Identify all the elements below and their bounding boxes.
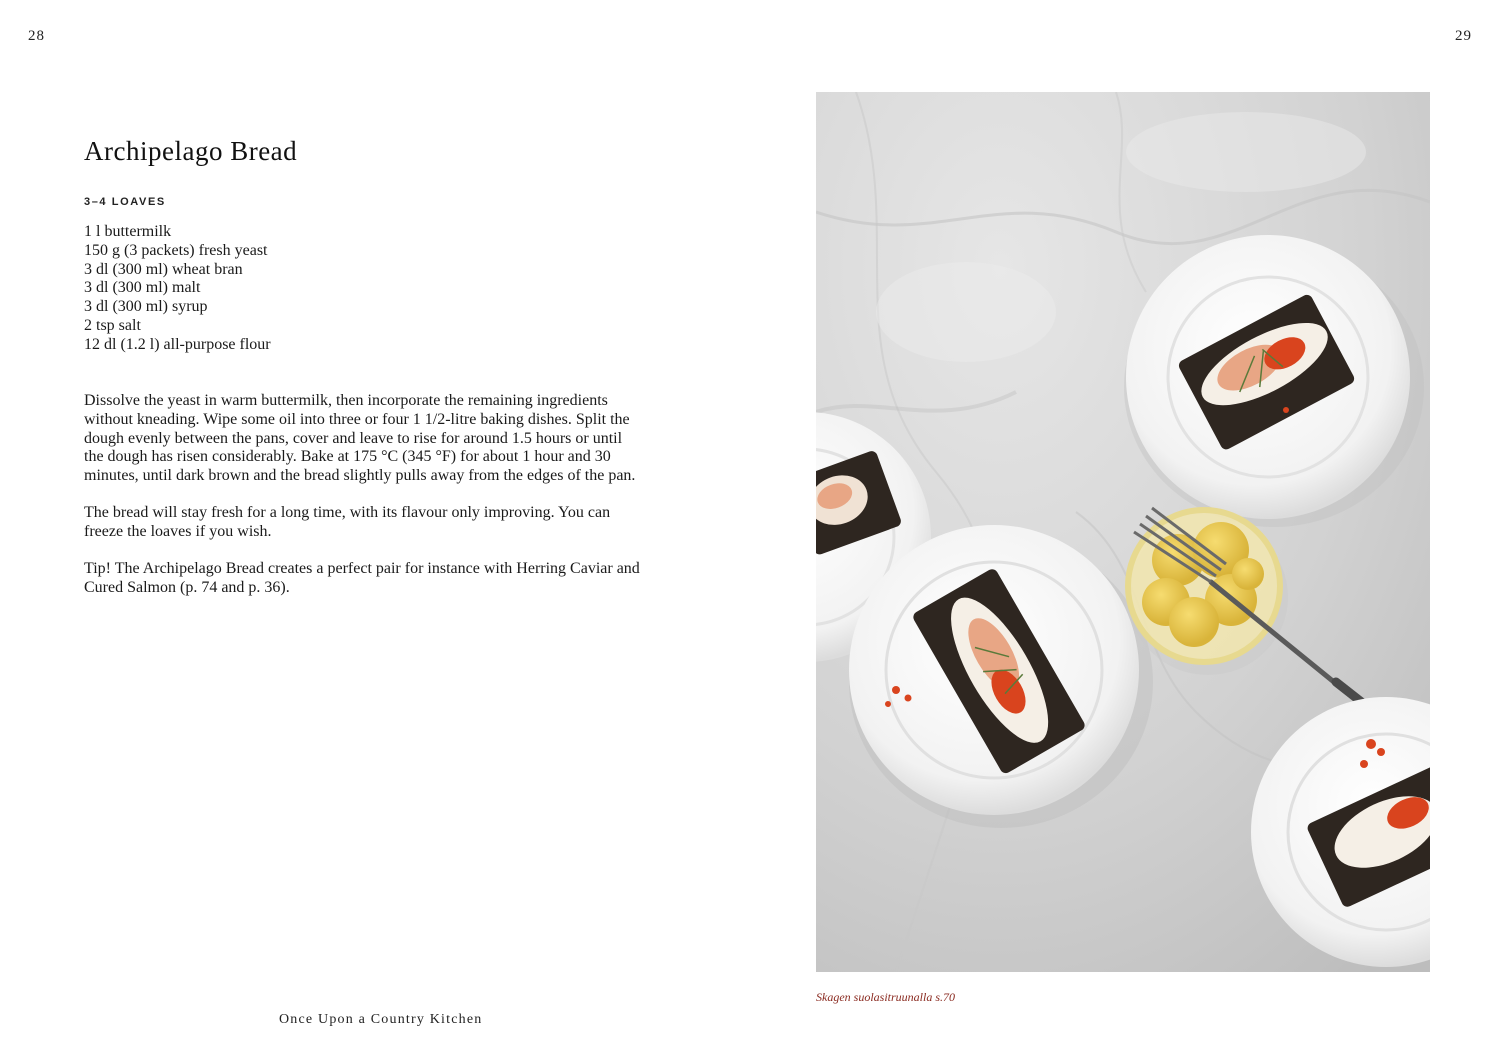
recipe-title: Archipelago Bread: [84, 136, 298, 166]
ingredient-item: 3 dl (300 ml) malt: [84, 279, 201, 297]
food-photo-illustration: [816, 92, 1430, 972]
ingredient-item: 150 g (3 packets) fresh yeast: [84, 241, 268, 259]
ingredient-item: 2 tsp salt: [84, 316, 141, 334]
book-title-footer: Once Upon a Country Kitchen: [279, 1012, 483, 1027]
ingredient-item: 3 dl (300 ml) syrup: [84, 298, 208, 316]
ingredient-item: 1 l buttermilk: [84, 223, 172, 240]
page-number-right: 29: [1455, 28, 1472, 44]
recipe-yield: 3–4 LOAVES: [84, 196, 166, 208]
tip-paragraph: Tip! The Archipelago Bread creates a perfect pair for instance with Herring Caviar and Cured Salmon (p. 74 and p. 36).: [84, 560, 640, 596]
page-number-left: 28: [28, 28, 45, 44]
storage-paragraph: The bread will stay fresh for a long time, with its flavour only improving. You can freeze the loaves if you wish.: [84, 504, 611, 540]
ingredient-item: 12 dl (1.2 l) all-purpose flour: [84, 335, 271, 353]
ingredient-item: 3 dl (300 ml) wheat bran: [84, 260, 243, 278]
ingredient-list: [84, 223, 271, 355]
food-photo: [816, 92, 1430, 972]
method-paragraph: Dissolve the yeast in warm buttermilk, then incorporate the remaining ingredients without kneading. Wipe some oil into three or four 1 1/2-litre baking dishes. Split the dough evenly between the pans, cover and leave to rise for around 1.5 hours or until the dough has risen considerably. Bake at 175 °C (345 °F) for about 1 hour and 30 minutes, until dark brown and the bread slightly pulls away from the edges of the pan.: [84, 392, 636, 485]
jar-with-potatoes: [1128, 510, 1288, 675]
photo-caption: Skagen suolasitruunalla s.70: [816, 990, 956, 1004]
